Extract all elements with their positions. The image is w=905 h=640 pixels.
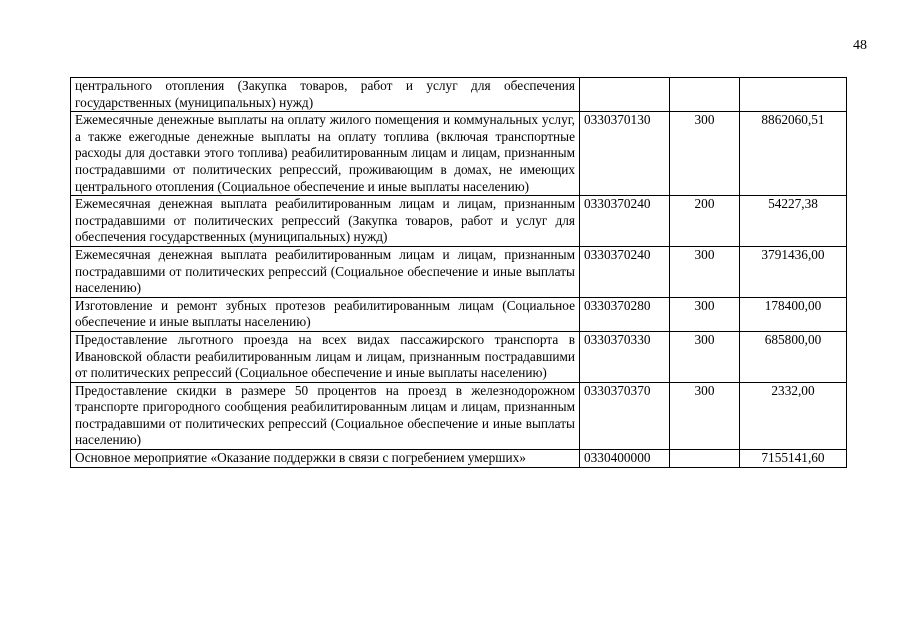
table-row [71,450,847,468]
row-type-cell: 300 [670,382,740,449]
row-name-cell: Изготовление и ремонт зубных протезов реабилитированным лицам (Социальное обеспечение и иные выплаты населению) [71,297,580,331]
row-name-cell: Ежемесячная денежная выплата реабилитированным лицам и лицам, признанным пострадавшими от политических репрессий (Закупка товаров, работ и услуг для обеспечения государственных (муниципальных) нужд) [71,196,580,247]
row-amount-cell: 7155141,60 [740,450,847,468]
row-amount-cell [740,78,847,112]
row-code-cell: 0330370130 [580,112,670,196]
row-type-cell: 300 [670,331,740,382]
row-code-cell: 0330400000 [580,450,670,468]
table-row [71,112,847,196]
row-name-cell: Основное мероприятие «Оказание поддержки в связи с погребением умерших» [71,450,580,468]
table-row [71,196,847,247]
row-code-cell: 0330370240 [580,246,670,297]
row-type-cell: 300 [670,112,740,196]
row-type-cell: 300 [670,297,740,331]
table-row [71,382,847,449]
table-row [71,297,847,331]
row-amount-cell: 685800,00 [740,331,847,382]
table-row [71,78,847,112]
row-code-cell [580,78,670,112]
row-code-cell: 0330370280 [580,297,670,331]
row-type-cell [670,78,740,112]
row-code-cell: 0330370330 [580,331,670,382]
row-name-cell: Ежемесячная денежная выплата реабилитированным лицам и лицам, признанным пострадавшими от политических репрессий (Социальное обеспечение и иные выплаты населению) [71,246,580,297]
row-amount-cell: 8862060,51 [740,112,847,196]
row-amount-cell: 178400,00 [740,297,847,331]
row-type-cell: 200 [670,196,740,247]
table-row [71,331,847,382]
row-amount-cell: 2332,00 [740,382,847,449]
row-code-cell: 0330370370 [580,382,670,449]
table-row [71,246,847,297]
row-amount-cell: 54227,38 [740,196,847,247]
row-type-cell [670,450,740,468]
row-name-cell: Ежемесячные денежные выплаты на оплату жилого помещения и коммунальных услуг, а также ежегодные денежные выплаты на оплату топлива (включая транспортные расходы для доставки этого топлива) реабилитированным лицам и лицам, признанным пострадавшими от политических репрессий, проживающим в домах, не имеющих центрального отопления (Социальное обеспечение и иные выплаты населению) [71,112,580,196]
row-code-cell: 0330370240 [580,196,670,247]
budget-table [70,77,847,468]
row-type-cell: 300 [670,246,740,297]
page-number: 48 [853,38,867,53]
row-name-cell: центрального отопления (Закупка товаров, работ и услуг для обеспечения государственных (муниципальных) нужд) [71,78,580,112]
row-name-cell: Предоставление льготного проезда на всех видах пассажирского транспорта в Ивановской области реабилитированным лицам и лицам, признанным пострадавшими от политических репрессий (Социальное обеспечение и иные выплаты населению) [71,331,580,382]
row-name-cell: Предоставление скидки в размере 50 процентов на проезд в железнодорожном транспорте пригородного сообщения реабилитированным лицам и лицам, признанным пострадавшими от политических репрессий (Социальное обеспечение и иные выплаты населению) [71,382,580,449]
row-amount-cell: 3791436,00 [740,246,847,297]
